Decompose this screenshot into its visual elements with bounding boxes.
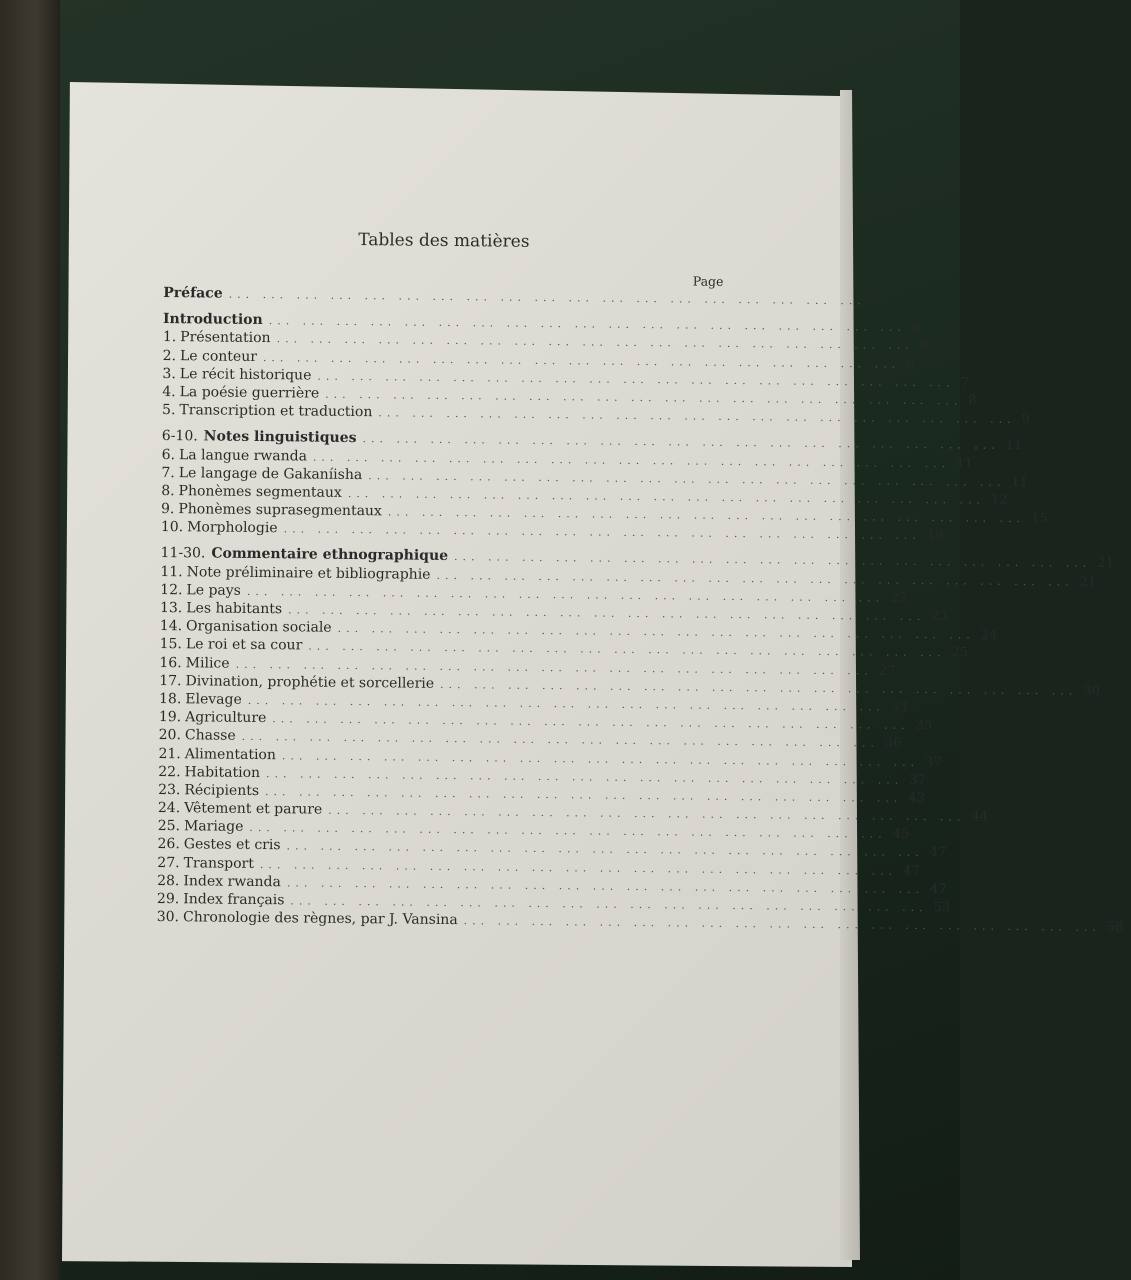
entry-page: 5 [871, 293, 881, 309]
entry-label: Alimentation [184, 745, 277, 763]
table-of-contents [156, 228, 1124, 936]
dot-leader: ... ... ... ... ... ... ... ... ... ... ... ... ... ... ... ... ... ... ... [283, 522, 921, 543]
dot-leader: ... ... ... ... ... ... ... ... ... ... ... ... ... ... ... ... ... ... ... [337, 622, 975, 642]
entry-page: 30 [1083, 683, 1100, 699]
entry-number: 6-10. [161, 428, 198, 445]
dot-leader: ... ... ... ... ... ... ... ... ... ... ... ... ... ... ... ... ... ... ... [454, 550, 1092, 571]
dot-leader: ... ... ... ... ... ... ... ... ... ... ... ... ... ... ... ... ... ... ... [378, 406, 1016, 427]
entry-page: 36 [884, 735, 902, 752]
entry-number: 5. [162, 402, 176, 419]
entry-number: 25. [157, 818, 181, 835]
entry-label: Le langage de Gakaníisha [178, 464, 363, 483]
dot-leader: ... ... ... ... ... ... ... ... ... ... ... ... ... ... ... ... ... ... ... [308, 639, 946, 660]
entry-label: Phonèmes segmentaux [178, 483, 342, 501]
entry-label: Le conteur [179, 347, 258, 365]
entry-page: 53 [933, 900, 951, 916]
entry-number: 30. [156, 909, 180, 926]
entry-number: 28. [157, 872, 180, 890]
entry-page: 19 [926, 528, 944, 544]
entry-number: 18. [158, 690, 182, 708]
dot-leader: ... ... ... ... ... ... ... ... ... ... ... ... ... ... ... ... ... ... ... [290, 894, 928, 915]
entry-label: Les habitants [186, 600, 283, 618]
entry-number: 13. [159, 599, 183, 617]
entry-label: Milice [185, 654, 230, 672]
dot-leader: ... ... ... ... ... ... ... ... ... ... ... ... ... ... ... ... ... ... ... [286, 876, 925, 896]
entry-page: 45 [892, 826, 910, 843]
entry-page: 27 [878, 663, 896, 679]
entry-number: 14. [159, 618, 183, 635]
dot-leader: ... ... ... ... ... ... ... ... ... ... ... ... ... ... ... ... ... ... ... [286, 839, 924, 860]
entry-page: 6 [906, 356, 915, 372]
entry-page: 12 [990, 492, 1008, 508]
entry-page: 47 [903, 863, 920, 879]
entry-number: 7. [161, 464, 175, 481]
entry-number: 11-30. [160, 545, 206, 562]
entry-label: Le pays [186, 582, 241, 599]
dot-leader: ... ... ... ... ... ... ... ... ... ... ... ... ... ... ... ... ... ... ... [262, 350, 901, 371]
entry-label: Le roi et sa cour [185, 636, 303, 654]
dot-leader: ... ... ... ... ... ... ... ... ... ... ... ... ... ... ... ... ... ... ... [325, 387, 963, 408]
entry-number: 23. [158, 781, 181, 799]
entry-page: 21 [1097, 556, 1114, 572]
entry-page: 33 [890, 699, 908, 715]
entry-number: 4. [162, 383, 176, 401]
entry-number: 9. [160, 501, 175, 518]
entry-number: 16. [159, 654, 182, 671]
entry-page: 15 [1031, 511, 1048, 527]
entry-page: 24 [980, 627, 998, 643]
dot-leader: ... ... ... ... ... ... ... ... ... ... ... ... ... ... ... ... ... ... ... [241, 730, 879, 750]
entry-page: 43 [908, 790, 925, 806]
dot-leader: ... ... ... ... ... ... ... ... ... ... ... ... ... ... ... ... ... ... ... [266, 766, 904, 787]
entry-label: Préface [163, 284, 223, 302]
toc-title: Tables des matières [358, 230, 530, 252]
dot-leader: ... ... ... ... ... ... ... ... ... ... ... ... ... ... ... ... ... ... ... [249, 821, 887, 841]
entry-label: Gestes et cris [183, 836, 281, 854]
entry-number: 19. [158, 709, 182, 726]
entry-number: 11. [160, 563, 183, 580]
entry-label: Divination, prophétie et sorcellerie [185, 673, 435, 692]
entry-number: 22. [158, 763, 181, 780]
entry-number: 24. [157, 800, 181, 817]
entry-number: 21. [158, 745, 181, 762]
entry-label: Commentaire ethnographique [211, 545, 449, 565]
entry-label: Vêtement et parure [184, 800, 323, 818]
entry-page: 11 [956, 455, 973, 471]
entry-number: 20. [158, 727, 182, 744]
dot-leader: ... ... ... ... ... ... ... ... ... ... ... ... ... ... ... ... ... ... ... [276, 332, 914, 353]
entry-label: Morphologie [187, 519, 278, 537]
previous-page-edge [0, 0, 60, 1280]
entry-page: 37 [909, 772, 926, 788]
entry-label: Agriculture [185, 709, 267, 727]
entry-number: 1. [162, 329, 177, 346]
entry-page: 11 [1005, 438, 1023, 454]
dot-leader: ... ... ... ... ... ... ... ... ... ... ... ... ... ... ... ... ... ... ... [265, 784, 903, 805]
entry-label: La langue rwanda [178, 446, 308, 465]
entry-label: Elevage [185, 691, 242, 708]
dot-leader: ... ... ... ... ... ... ... ... ... ... ... ... ... ... ... ... ... ... ... [387, 505, 1026, 526]
entry-page: 6 [911, 320, 921, 336]
entry-page: 6 [919, 338, 929, 354]
entry-page: 8 [968, 393, 977, 409]
entry-page: 47 [930, 881, 947, 898]
entry-label: Introduction [162, 311, 263, 329]
entry-number: 6. [161, 446, 176, 463]
entry-label: Chronologie des règnes, par J. Vansina [182, 909, 458, 929]
dot-leader: ... ... ... ... ... ... ... ... ... ... ... ... ... ... ... ... ... ... ... [317, 369, 955, 390]
entry-label: Mariage [183, 818, 244, 836]
entry-page: 58 [1106, 920, 1124, 936]
page-column-header: Page [692, 273, 724, 289]
entry-number: 10. [160, 519, 184, 536]
dot-leader: ... ... ... ... ... ... ... ... ... ... ... ... ... ... ... ... ... ... ... [328, 803, 966, 824]
entry-page: 47 [929, 845, 947, 861]
entry-label: Chasse [184, 727, 236, 745]
dot-leader: ... ... ... ... ... ... ... ... ... ... ... ... ... ... ... ... ... ... ... [235, 657, 873, 678]
entry-label: Transcription et traduction [179, 402, 373, 421]
entry-number: 17. [159, 672, 182, 689]
dot-leader: ... ... ... ... ... ... ... ... ... ... ... ... ... ... ... ... ... ... ... [312, 450, 951, 470]
entry-label: Transport [183, 854, 254, 872]
entry-number: 8. [161, 482, 175, 500]
entry-label: La poésie guerrière [179, 384, 320, 402]
entry-number: 26. [157, 836, 180, 853]
dot-leader: ... ... ... ... ... ... ... ... ... ... ... ... ... ... ... ... ... ... ... [436, 568, 1074, 589]
entry-label: Phonèmes suprasegmentaux [178, 501, 382, 520]
entry-page: 7 [960, 375, 969, 391]
entry-page: 22 [890, 590, 907, 606]
dot-leader: ... ... ... ... ... ... ... ... ... ... ... ... ... ... ... ... ... ... ... [463, 914, 1101, 935]
dot-leader: ... ... ... ... ... ... ... ... ... ... ... ... ... ... ... ... ... ... ... [281, 748, 920, 769]
entry-number: 15. [159, 636, 182, 653]
dot-leader: ... ... ... ... ... ... ... ... ... ... ... ... ... ... ... ... ... ... ... [440, 677, 1078, 698]
dot-leader: ... ... ... ... ... ... ... ... ... ... ... ... ... ... ... ... ... ... ... [368, 468, 1006, 489]
dot-leader: ... ... ... ... ... ... ... ... ... ... ... ... ... ... ... ... ... ... ... [362, 432, 1000, 453]
entry-label: Présentation [180, 329, 271, 347]
entry-number: 3. [162, 365, 176, 382]
entry-page: 35 [915, 718, 933, 734]
entry-page: 44 [971, 809, 989, 825]
entry-label: Le récit historique [179, 365, 312, 384]
entry-label: Notes linguistiques [203, 428, 357, 447]
dot-leader: ... ... ... ... ... ... ... ... ... ... ... ... ... ... ... ... ... ... ... [347, 486, 986, 507]
dot-leader: ... ... ... ... ... ... ... ... ... ... ... ... ... ... ... ... ... ... ... [288, 603, 926, 623]
entry-label: Note préliminaire et bibliographie [186, 563, 431, 583]
entry-number: 12. [160, 581, 183, 599]
entry-label: Habitation [184, 763, 261, 781]
entry-page: 37 [925, 754, 942, 770]
dot-leader: ... ... ... ... ... ... ... ... ... ... ... ... ... ... ... ... ... ... ... [268, 314, 907, 334]
dot-leader: ... ... ... ... ... ... ... ... ... ... ... ... ... ... ... ... ... ... ... [228, 287, 866, 308]
dot-leader: ... ... ... ... ... ... ... ... ... ... ... ... ... ... ... ... ... ... ... [246, 584, 885, 605]
entry-page: 21 [1079, 574, 1097, 590]
entry-page: 11 [1011, 474, 1029, 490]
dot-leader: ... ... ... ... ... ... ... ... ... ... ... ... ... ... ... ... ... ... ... [272, 712, 910, 732]
entry-label: Récipients [184, 782, 260, 799]
entry-label: Index rwanda [183, 873, 282, 891]
entry-page: 25 [951, 645, 969, 661]
entry-label: Index français [183, 891, 285, 909]
entry-page: 23 [931, 609, 948, 625]
entry-number: 29. [156, 890, 180, 908]
entry-number: 2. [162, 347, 177, 364]
entry-page: 9 [1021, 412, 1030, 428]
entry-label: Organisation sociale [186, 618, 332, 636]
dot-leader: ... ... ... ... ... ... ... ... ... ... ... ... ... ... ... ... ... ... ... [247, 693, 886, 714]
dot-leader: ... ... ... ... ... ... ... ... ... ... ... ... ... ... ... ... ... ... ... [259, 857, 898, 878]
entry-number: 27. [157, 854, 180, 871]
